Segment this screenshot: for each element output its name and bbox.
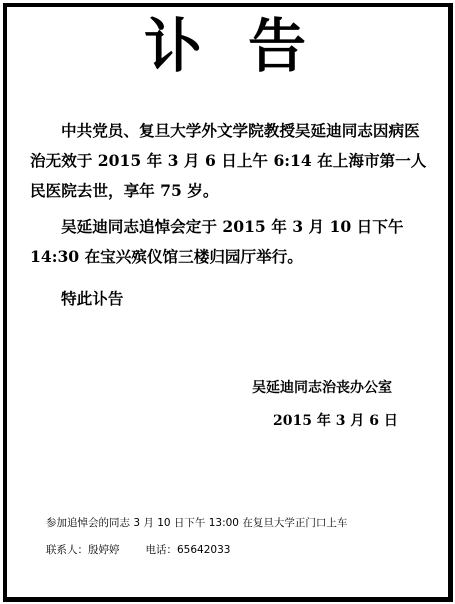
contact-line <box>46 542 230 558</box>
signature-organization: 吴延迪同志治丧办公室 <box>252 380 392 396</box>
obituary-paragraph: 中共党员、复旦大学外文学院教授吴延迪同志因病医治无效于 2015 年 3 月 6 日上午 6:14 在上海市第一人民医院去世，享年 75 岁。 <box>30 121 427 200</box>
contact-phone: 电话：65642033 <box>145 544 231 556</box>
notice-title: 讣告 <box>143 12 352 80</box>
transport-note: 参加追悼会的同志 3 月 10 日下午 13:00 在复旦大学正门口上车 <box>46 517 348 529</box>
closing-line: 特此讣告 <box>61 289 124 308</box>
contact-person: 联系人：殷婷婷 <box>46 544 120 556</box>
memorial-service-paragraph: 吴延迪同志追悼会定于 2015 年 3 月 10 日下午 14:30 在宝兴殡仪馆三楼归园厅举行。 <box>30 217 404 266</box>
signature-date: 2015 年 3 月 6 日 <box>273 413 398 429</box>
